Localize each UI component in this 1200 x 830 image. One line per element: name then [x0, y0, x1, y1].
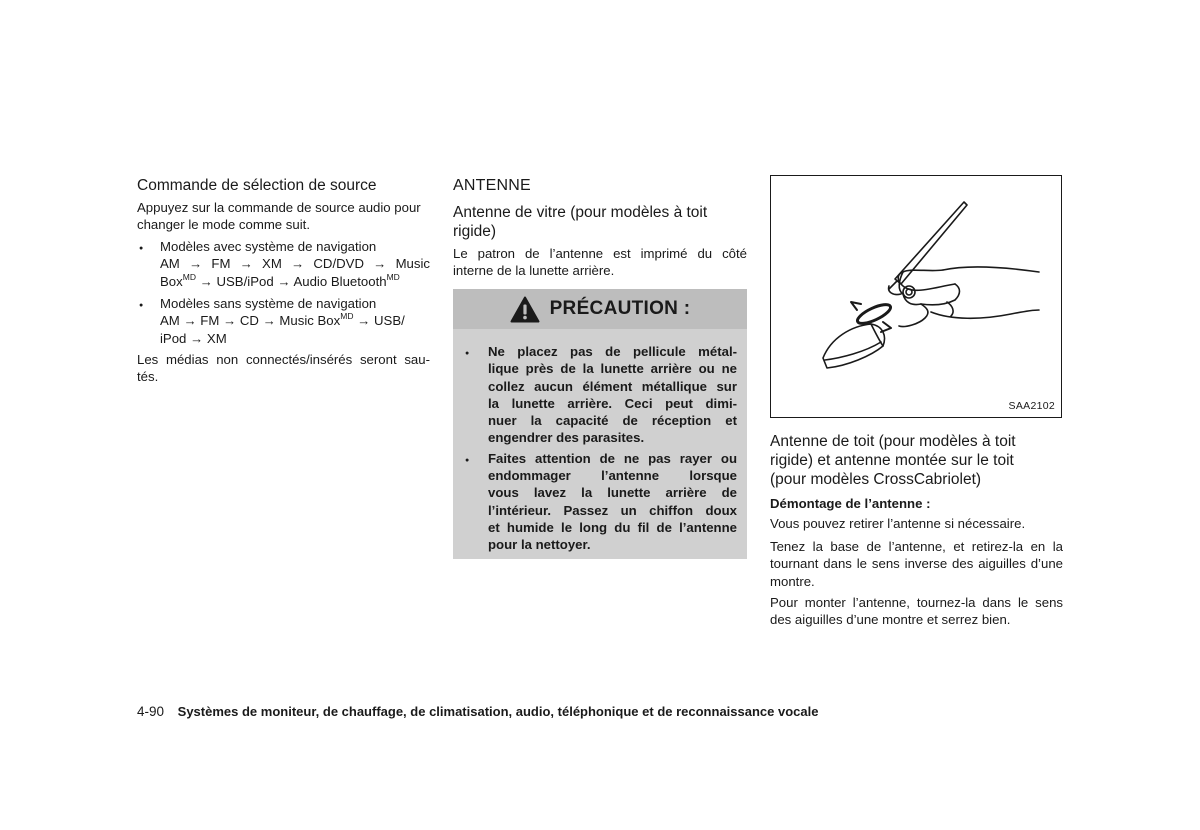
skipped-media-note: Les médias non connectés/insérés seront sau- tés.	[137, 352, 430, 385]
caution-item-metallic-film: ● Ne placez pas de pellicule métal- lique près de la lunette arrière ou ne collez aucun élément métallique sur la lunette arrière. Ceci peut dimi- nuer la capacité de réception et engendrer des parasites.	[465, 344, 737, 446]
bullet-dot: ●	[139, 302, 144, 309]
with-navigation-seq-line2: Box$^{MD}$ → USB/iPod → Audio Bluetooth$^{MD}$	[160, 271, 400, 289]
with-navigation-seq-line1: AM → FM → XM → CD/DVD → Music	[160, 256, 430, 272]
chapter-title: Systèmes de moniteur, de chauffage, de climatisation, audio, téléphonique et de reconnaissance vocale	[177, 704, 819, 719]
bullet-dot: ●	[465, 350, 470, 357]
glass-antenna-heading: Antenne de vitre (pour modèles à toit rigide)	[453, 204, 708, 240]
source-selection-heading: Commande de sélection de source	[137, 177, 377, 194]
caution-item-scratch: ● Faites attention de ne pas rayer ou endommager l’antenne lorsque vous lavez la lunette arrière de l’intérieur. Passez un chiffon doux et humide le long du fil de l’antenne pour la nettoyer.	[465, 450, 737, 553]
caution-body	[453, 329, 747, 566]
mounting-instructions: Pour monter l’antenne, tournez-la dans le sens des aiguilles d’une montre et serrez bien.	[770, 595, 1063, 628]
figure-code-label: SAA2102	[1008, 400, 1055, 412]
bullet-dot: ●	[139, 245, 144, 252]
without-navigation-label: Modèles sans système de navigation	[160, 296, 377, 311]
glass-antenna-text: Le patron de l’antenne est imprimé du côté interne de la lunette arrière.	[453, 246, 747, 279]
removal-instructions: Tenez la base de l’antenne, et retirez-la en la tournant dans le sens inverse des aiguilles d’une montre.	[770, 539, 1063, 589]
caution-header	[453, 289, 747, 329]
roof-antenna-heading: Antenne de toit (pour modèles à toit rigide) et antenne montée sur le toit (pour modèles CrossCabriolet)	[770, 433, 1016, 488]
page-number: 4-90	[137, 704, 165, 719]
bullet-with-navigation	[137, 238, 430, 290]
with-navigation-label: Modèles avec système de navigation	[160, 239, 377, 254]
antenna-removal-illustration	[771, 176, 1061, 417]
without-navigation-seq-line2: iPod → XM	[160, 330, 227, 346]
caution-box	[453, 289, 747, 559]
removal-text: Vous pouvez retirer l’antenne si nécessaire.	[770, 516, 1026, 531]
antenna-section-title: ANTENNE	[453, 177, 531, 194]
bullet-dot: ●	[465, 456, 470, 464]
caution-title: PRÉCAUTION :	[549, 298, 691, 319]
warning-triangle-icon	[510, 296, 540, 323]
removal-label: Démontage de l’antenne :	[770, 496, 931, 511]
page-footer	[137, 704, 818, 719]
bullet-without-navigation	[137, 295, 430, 347]
without-navigation-seq-line1: AM → FM → CD → Music Box$^{MD}$ → USB/	[160, 311, 405, 329]
source-selection-intro: Appuyez sur la commande de source audio pour changer le mode comme suit.	[137, 200, 421, 233]
roof-antenna-figure	[770, 175, 1062, 418]
